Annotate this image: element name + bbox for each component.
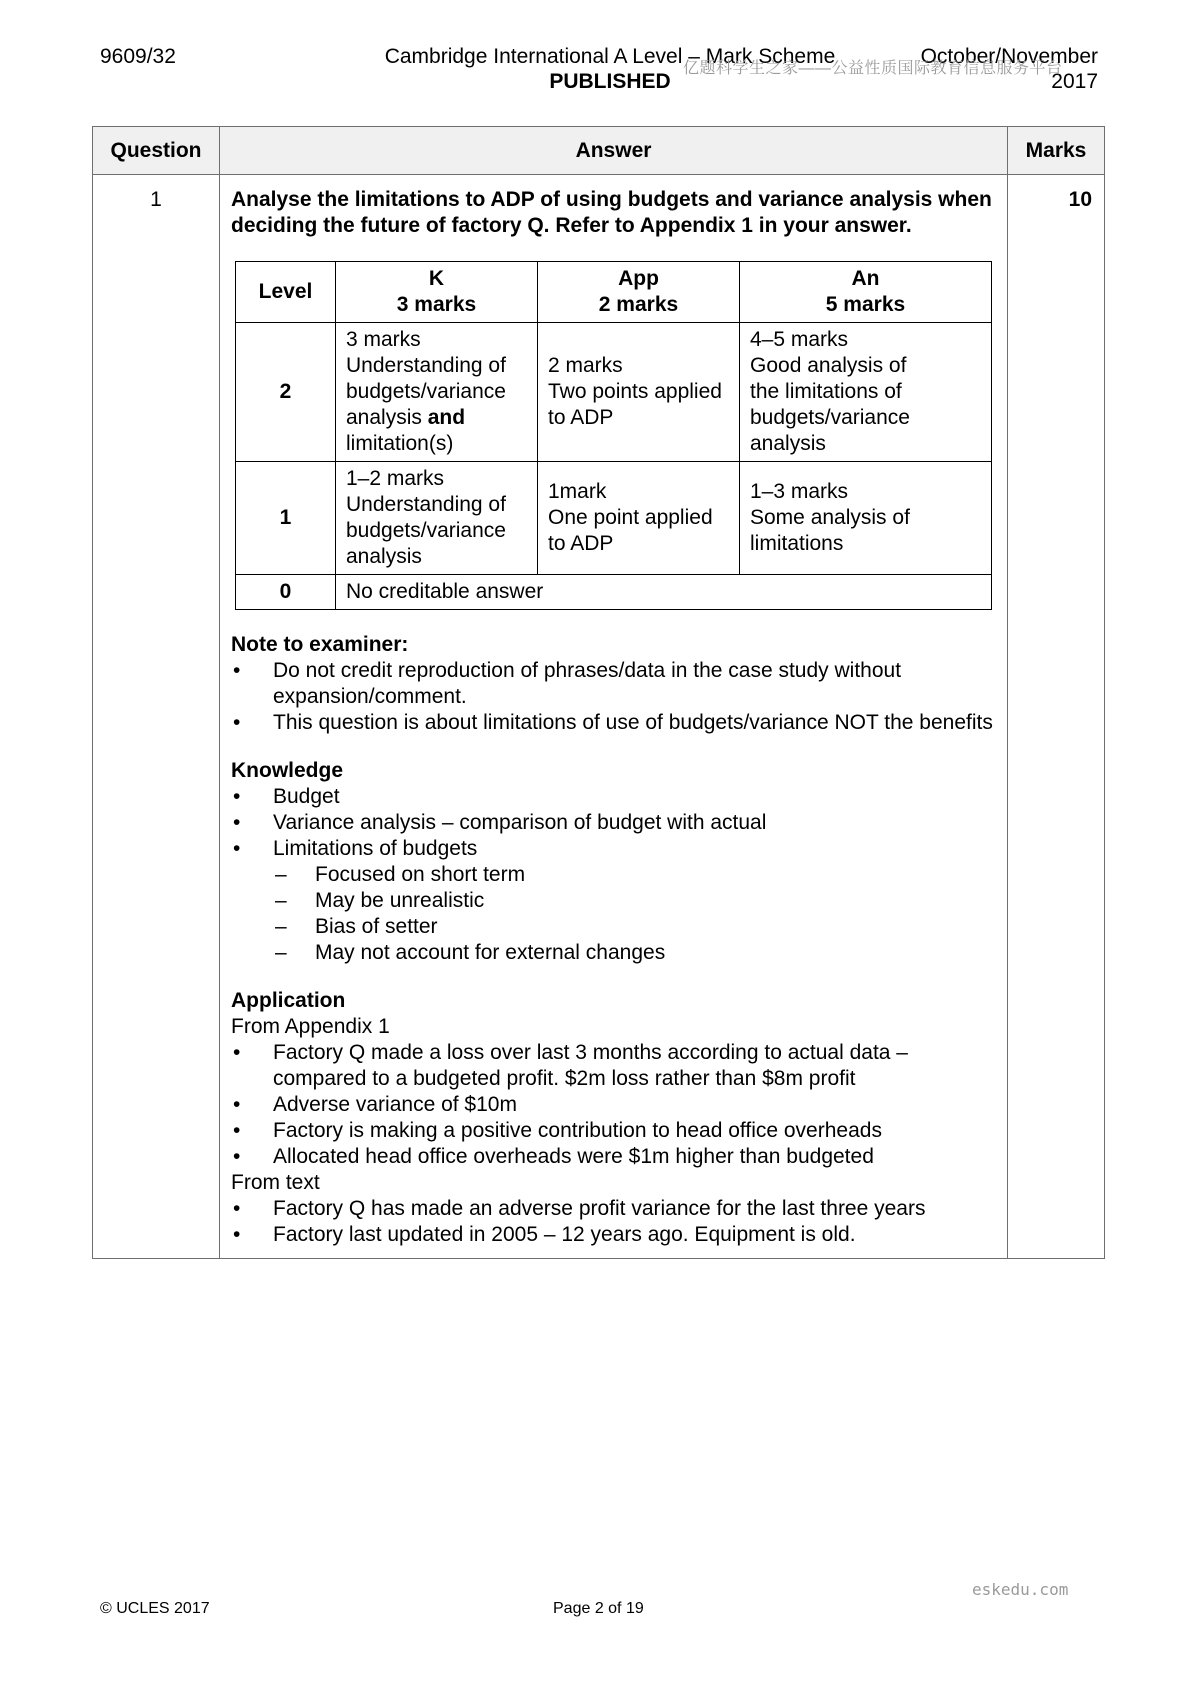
application-section bbox=[231, 988, 996, 1248]
paper-code: 9609/32 bbox=[100, 45, 176, 68]
session-year: 2017 bbox=[1051, 70, 1098, 93]
text-points-list bbox=[231, 1196, 996, 1248]
descriptor-line bbox=[346, 405, 527, 431]
descriptor-line: budgets/variance bbox=[750, 406, 910, 429]
descriptor-line: analysis bbox=[750, 432, 826, 455]
published-label: PUBLISHED bbox=[549, 70, 671, 93]
question-number: 1 bbox=[93, 175, 220, 1259]
marks-value: 10 bbox=[1008, 175, 1105, 1259]
list-item: • Factory is making a positive contribution to head office overheads bbox=[231, 1118, 996, 1144]
descriptor-line: analysis bbox=[346, 545, 422, 568]
level-0-row bbox=[236, 575, 992, 610]
descriptor-line: limitation(s) bbox=[346, 432, 454, 455]
list-item: • Factory last updated in 2005 – 12 years ago. Equipment is old. bbox=[231, 1222, 996, 1248]
application-header-marks: 2 marks bbox=[598, 293, 679, 316]
descriptor-line: Understanding of bbox=[346, 354, 506, 377]
page-number: Page 2 of 19 bbox=[553, 1600, 644, 1617]
descriptor-line: Some analysis of bbox=[750, 506, 910, 529]
list-item-text: Limitations of budgets bbox=[273, 837, 478, 860]
question-column-header: Question bbox=[93, 127, 220, 175]
sub-list-item: – Bias of setter bbox=[273, 914, 996, 940]
descriptor-line: 2 marks bbox=[548, 354, 623, 377]
descriptor-line: to ADP bbox=[548, 406, 614, 429]
level-number: 2 bbox=[236, 323, 336, 462]
descriptor-line: Two points applied bbox=[548, 380, 722, 403]
sub-list-item: – Focused on short term bbox=[273, 862, 996, 888]
knowledge-title: Knowledge bbox=[231, 759, 344, 782]
sub-list-item: – May be unrealistic bbox=[273, 888, 996, 914]
knowledge-header-marks: 3 marks bbox=[396, 293, 477, 316]
analysis-header bbox=[740, 262, 992, 323]
appendix-source-label: From Appendix 1 bbox=[231, 1015, 390, 1038]
descriptor-line: budgets/variance bbox=[346, 519, 506, 542]
examiner-note-list bbox=[231, 658, 996, 736]
question-row bbox=[93, 175, 1105, 1259]
descriptor-line: 1–2 marks bbox=[346, 467, 445, 490]
level-2-row bbox=[236, 323, 992, 462]
level-table-header bbox=[236, 262, 992, 323]
descriptor-line: limitations bbox=[750, 532, 844, 555]
analysis-header-name: An bbox=[851, 267, 880, 290]
application-header bbox=[538, 262, 740, 323]
level-0-descriptor: No creditable answer bbox=[336, 575, 992, 610]
list-item: • Variance analysis – comparison of budget with actual bbox=[231, 810, 996, 836]
knowledge-header-name: K bbox=[428, 267, 445, 290]
descriptor-line: Understanding of bbox=[346, 493, 506, 516]
descriptor-bold-word: and bbox=[427, 406, 466, 429]
list-item: • This question is about limitations of use of budgets/variance NOT the benefits bbox=[231, 710, 996, 736]
descriptor-line: One point applied bbox=[548, 506, 713, 529]
appendix-points-list bbox=[231, 1040, 996, 1170]
question-title: Analyse the limitations to ADP of using budgets and variance analysis when deciding the future of factory Q. Refer to Appendix 1 in your answer. bbox=[231, 188, 992, 237]
descriptor-line: 4–5 marks bbox=[750, 328, 849, 351]
level-2-analysis bbox=[740, 323, 992, 462]
level-number: 1 bbox=[236, 462, 336, 575]
level-header: Level bbox=[236, 262, 336, 323]
list-item: • Factory Q has made an adverse profit variance for the last three years bbox=[231, 1196, 996, 1222]
list-item: • Adverse variance of $10m bbox=[231, 1092, 996, 1118]
table-header-row bbox=[93, 127, 1105, 175]
marks-column-header: Marks bbox=[1008, 127, 1105, 175]
list-item: • Budget bbox=[231, 784, 996, 810]
list-item: • Factory Q made a loss over last 3 months according to actual data – compared to a budgeted profit. $2m loss rather than $8m profit bbox=[231, 1040, 996, 1092]
descriptor-line: 1mark bbox=[548, 480, 607, 503]
list-item bbox=[231, 836, 996, 966]
answer-column-header: Answer bbox=[220, 127, 1008, 175]
knowledge-header bbox=[336, 262, 538, 323]
descriptor-text: analysis bbox=[346, 406, 428, 429]
application-title: Application bbox=[231, 989, 346, 1012]
descriptor-line: to ADP bbox=[548, 532, 614, 555]
knowledge-section bbox=[231, 758, 996, 966]
level-descriptor-table bbox=[235, 261, 992, 610]
descriptor-line: budgets/variance bbox=[346, 380, 506, 403]
level-1-application bbox=[538, 462, 740, 575]
watermark-text: 亿题科学生之家——公益性质国际教育信息服务平台 bbox=[683, 60, 1063, 77]
descriptor-line: the limitations of bbox=[750, 380, 902, 403]
list-item: • Allocated head office overheads were $1m higher than budgeted bbox=[231, 1144, 996, 1170]
session-series: October/November bbox=[920, 45, 1098, 68]
limitations-sub-list bbox=[273, 862, 996, 966]
level-1-analysis bbox=[740, 462, 992, 575]
site-watermark: eskedu.com bbox=[972, 1580, 1069, 1599]
analysis-header-marks: 5 marks bbox=[825, 293, 906, 316]
level-number: 0 bbox=[236, 575, 336, 610]
document-title: Cambridge International A Level – Mark Scheme bbox=[384, 45, 836, 68]
level-1-row bbox=[236, 462, 992, 575]
descriptor-line: 1–3 marks bbox=[750, 480, 849, 503]
level-2-knowledge bbox=[336, 323, 538, 462]
examiner-note bbox=[231, 632, 996, 736]
level-1-knowledge bbox=[336, 462, 538, 575]
list-item: • Do not credit reproduction of phrases/data in the case study without expansion/comment. bbox=[231, 658, 996, 710]
answer-cell bbox=[220, 175, 1008, 1259]
knowledge-list bbox=[231, 784, 996, 966]
descriptor-line: Good analysis of bbox=[750, 354, 907, 377]
examiner-note-title: Note to examiner: bbox=[231, 633, 409, 656]
copyright-notice: © UCLES 2017 bbox=[100, 1600, 210, 1617]
level-2-application bbox=[538, 323, 740, 462]
descriptor-line: 3 marks bbox=[346, 328, 421, 351]
application-header-name: App bbox=[618, 267, 659, 290]
mark-scheme-table bbox=[92, 126, 1105, 1259]
sub-list-item: – May not account for external changes bbox=[273, 940, 996, 966]
text-source-label: From text bbox=[231, 1171, 320, 1194]
